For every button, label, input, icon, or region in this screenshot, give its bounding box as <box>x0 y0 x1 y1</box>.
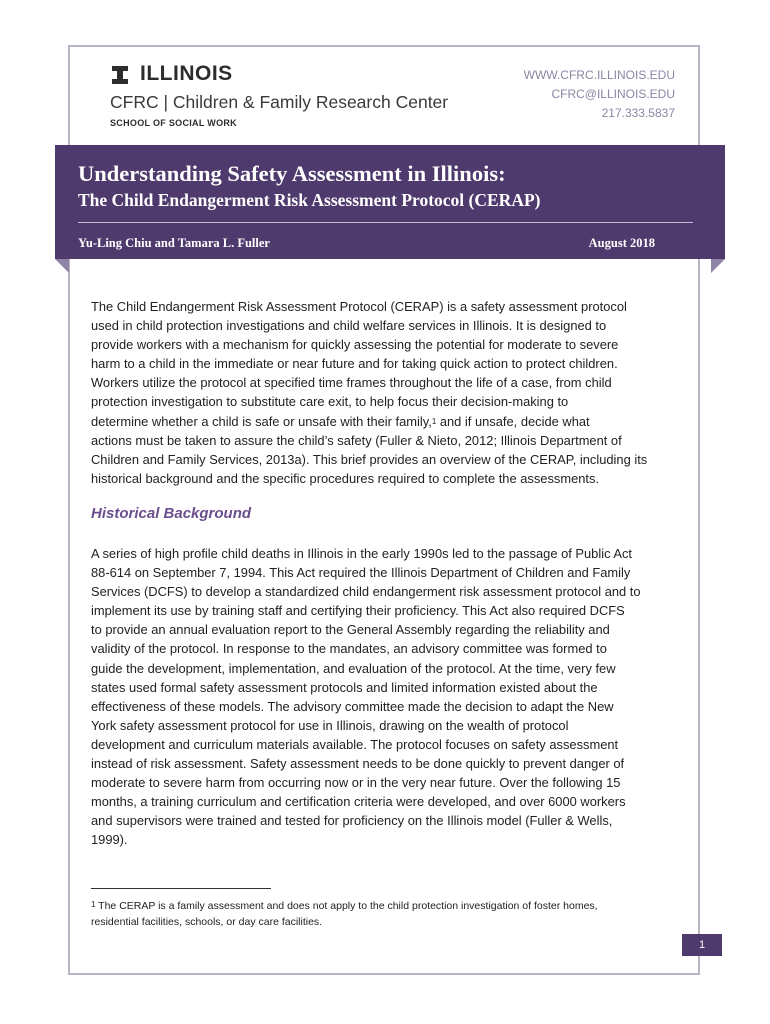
text-line: harm to a child in the immediate or near future and for taking quick action to protect children. <box>91 356 618 372</box>
email-link[interactable]: CFRC@ILLINOIS.EDU <box>551 87 675 101</box>
document-title: Understanding Safety Assessment in Illinois: <box>78 161 506 186</box>
text-line: actions must be taken to assure the child’s safety (Fuller & Nieto, 2012; Illinois Department of <box>91 432 622 448</box>
text-line: and supervisors were trained and tested for proficiency on the Illinois model (Fuller & Wells, <box>91 813 613 829</box>
page-number: 1 <box>682 934 722 956</box>
footnote-reference[interactable]: 1 <box>431 416 437 426</box>
illinois-wordmark: ILLINOIS <box>140 62 233 85</box>
publication-date: August 2018 <box>588 236 655 250</box>
research-center-name: CFRC | Children & Family Research Center <box>110 92 449 112</box>
text-line <box>91 412 681 431</box>
text-line: protection investigation to substitute care exit, to help focus their decision-making to <box>91 394 569 410</box>
text-line: historical background and the specific procedures required to complete the assessments. <box>91 470 600 486</box>
text-line: months, a training curriculum and certification criteria were developed, and over 6000 workers <box>91 794 626 810</box>
text-line: Workers utilize the protocol at specified time frames throughout the life of a case, from child <box>91 375 612 391</box>
section-heading: Historical Background <box>91 505 252 522</box>
intro-paragraph <box>91 297 681 488</box>
footnote <box>91 899 681 930</box>
text-line: moderate to severe harm from occurring now or in the very near future. Over the following 15 <box>91 775 621 791</box>
text-line: to provide an annual evaluation report to the General Assembly regarding the reliability and <box>91 622 610 638</box>
text-line: The Child Endangerment Risk Assessment Protocol (CERAP) is a safety assessment protocol <box>91 299 627 314</box>
authors: Yu-Ling Chiu and Tamara L. Fuller <box>78 236 270 250</box>
title-banner <box>55 145 725 259</box>
contact-info <box>524 66 675 123</box>
text-segment: and if unsafe, decide what <box>436 413 590 429</box>
banner-fold-left <box>55 259 69 273</box>
text-line: guide the development, implementation, and evaluation of the protocol. At the time, very few <box>91 660 616 676</box>
text-segment: determine whether a child is safe or unsafe with their family, <box>91 413 432 429</box>
school-name: SCHOOL OF SOCIAL WORK <box>110 118 237 128</box>
text-line: 1999). <box>91 832 128 848</box>
illinois-cfrc-logo <box>110 62 449 132</box>
text-line: effectiveness of these models. The advisory committee made the decision to adapt the New <box>91 698 614 714</box>
phone-number: 217.333.5837 <box>601 106 675 120</box>
footnote-text: The CERAP is a family assessment and does not apply to the child protection investigation of foster homes, <box>95 900 598 912</box>
document-subtitle: The Child Endangerment Risk Assessment Protocol (CERAP) <box>78 190 541 210</box>
banner-divider <box>78 222 693 223</box>
text-line: A series of high profile child deaths in Illinois in the early 1990s led to the passage of Public Act <box>91 546 633 561</box>
text-line: Services (DCFS) to develop a standardized child endangerment risk assessment protocol and to <box>91 584 641 600</box>
text-line: provide workers with a mechanism for quickly assessing the potential for moderate to severe <box>91 337 619 353</box>
text-line: instead of risk assessment. Safety assessment needs to be done quickly to prevent danger of <box>91 756 625 772</box>
website-link[interactable]: WWW.CFRC.ILLINOIS.EDU <box>523 68 675 82</box>
text-line: York safety assessment protocol for use in Illinois, drawing on the wealth of protocol <box>91 717 569 733</box>
block-i-icon <box>110 65 130 85</box>
footnote-line <box>91 899 681 915</box>
text-line: 88-614 on September 7, 1994. This Act required the Illinois Department of Children and Family <box>91 565 631 581</box>
banner-fold-right <box>711 259 725 273</box>
text-line: Children and Family Services, 2013a). This brief provides an overview of the CERAP, including its <box>91 451 648 467</box>
footnote-marker: 1 <box>91 900 96 909</box>
text-line: used in child protection investigations and child welfare services in Illinois. It is designed to <box>91 318 607 334</box>
text-line: implement its use by training staff and certifying their proficiency. This Act also required DCFS <box>91 603 625 619</box>
text-line: validity of the protocol. In response to the mandates, an advisory committee was formed to <box>91 641 607 657</box>
footnote-divider <box>91 888 271 889</box>
text-line: development and curriculum materials available. The protocol focuses on safety assessment <box>91 736 619 752</box>
footnote-line: residential facilities, schools, or day care facilities. <box>91 915 323 928</box>
text-line: states used formal safety assessment protocols and limited information existed about the <box>91 679 598 695</box>
history-paragraph <box>91 544 681 850</box>
